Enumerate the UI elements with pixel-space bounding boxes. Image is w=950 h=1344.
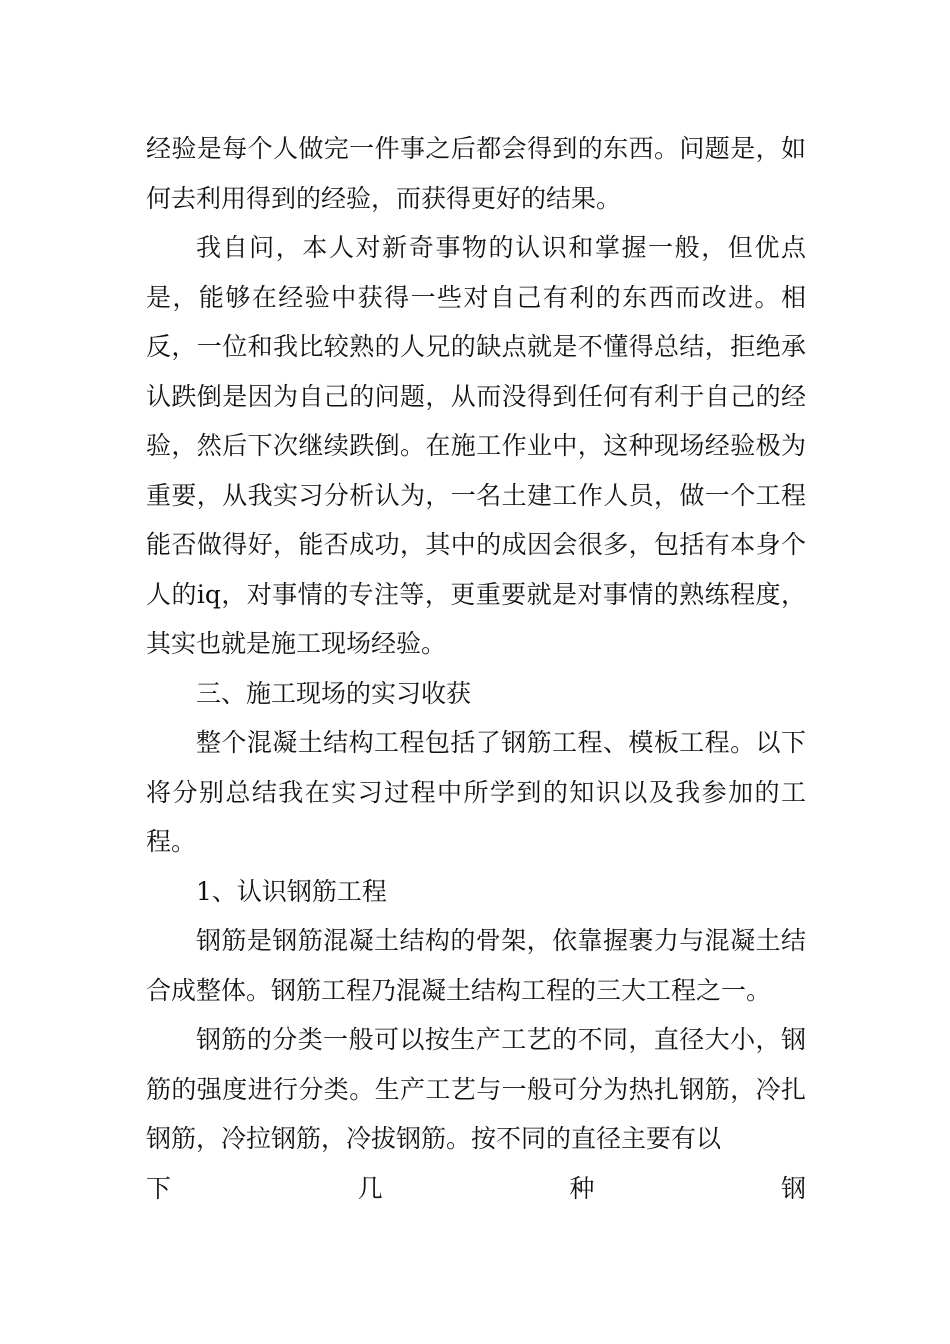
paragraph-rebar-types-start: 下几种钢 [146, 1173, 806, 1203]
paragraph-experience: 经验是每个人做完一件事之后都会得到的东西。问题是，如何去利用得到的经验，而获得更好的结果。 [146, 134, 806, 213]
paragraph-self-reflection: 我自问，本人对新奇事物的认识和掌握一般，但优点是，能够在经验中获得一些对自己有利的东西而改进。相反，一位和我比较熟的人兄的缺点就是不懂得总结，拒绝承认跌倒是因为自己的问题，从而没得到任何有利于自己的经验，然后下次继续跌倒。在施工作业中，这种现场经验极为重要，从我实习分析认为，一名土建工作人员，做一个工程能否做得好，能否成功，其中的成因会很多，包括有本身个人的iq，对事情的专注等，更重要就是对事情的熟练程度，其实也就是施工现场经验。 [146, 233, 806, 658]
paragraph-rebar-classification: 钢筋的分类一般可以按生产工艺的不同，直径大小，钢筋的强度进行分类。生产工艺与一般可分为热扎钢筋，冷扎钢筋，冷拉钢筋，冷拔钢筋。按不同的直径主要有以 [146, 1025, 806, 1153]
subsection-heading-rebar: 1、认识钢筋工程 [196, 876, 387, 906]
document-body [146, 124, 806, 1213]
section-heading-site-gains: 三、施工现场的实习收获 [196, 678, 472, 708]
paragraph-rebar-definition: 钢筋是钢筋混凝土结构的骨架，依靠握裹力与混凝土结合成整体。钢筋工程乃混凝土结构工程的三大工程之一。 [146, 926, 806, 1005]
paragraph-concrete-structure: 整个混凝土结构工程包括了钢筋工程、模板工程。以下将分别总结我在实习过程中所学到的知识以及我参加的工程。 [146, 728, 806, 856]
